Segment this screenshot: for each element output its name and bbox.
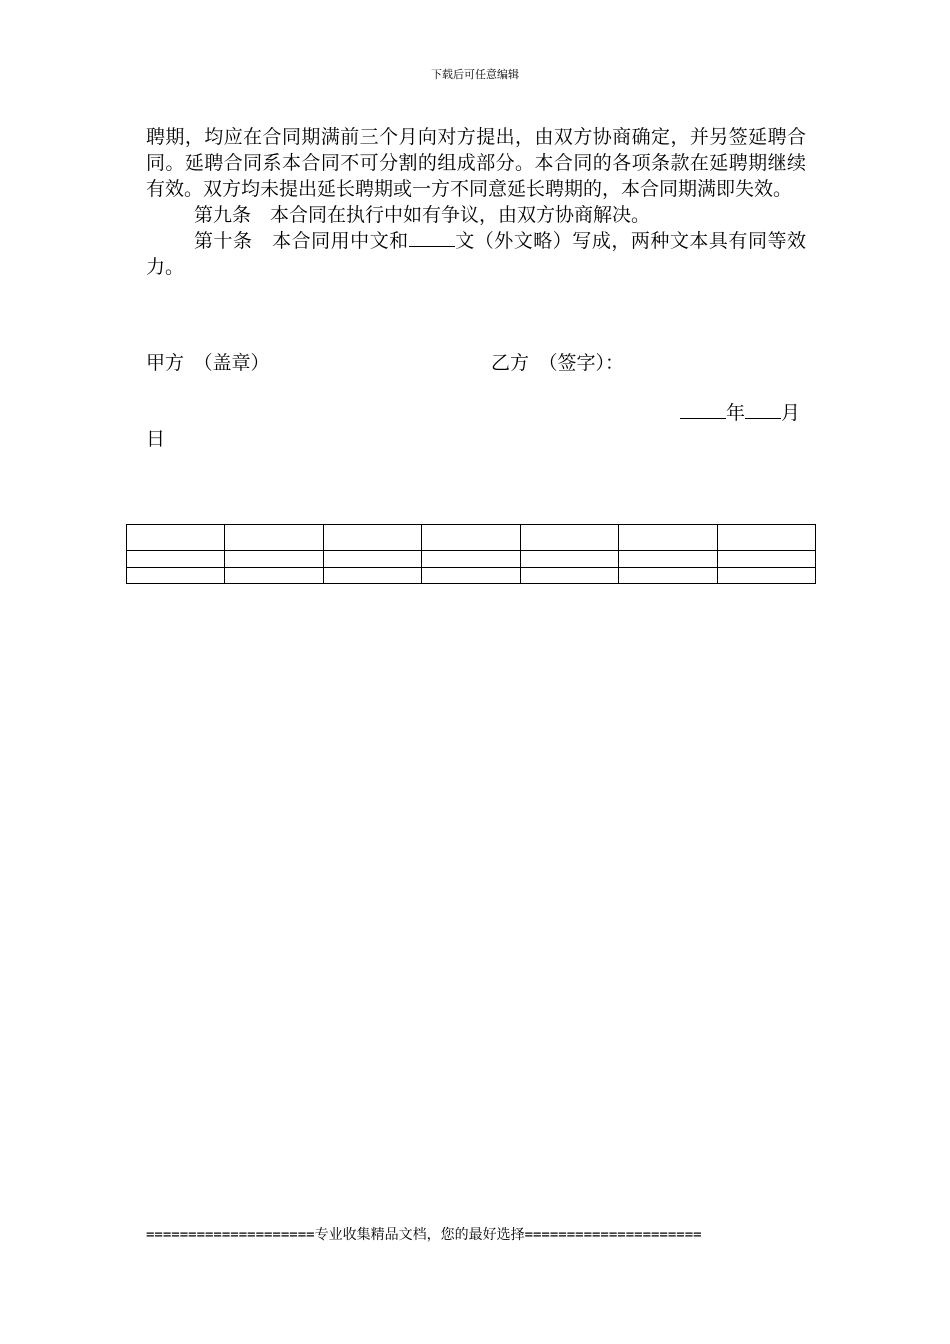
table-cell: [127, 551, 225, 568]
table-cell: [422, 525, 520, 551]
article-9: 第九条 本合同在执行中如有争议，由双方协商解决。: [194, 204, 651, 226]
page-footer: ====================专业收集精品文档，您的最好选择=====================: [146, 1227, 702, 1243]
contract-body: [146, 124, 806, 280]
table-cell: [520, 525, 618, 551]
table-cell: [619, 525, 717, 551]
day-label: 日: [146, 428, 166, 450]
table-cell: [225, 568, 323, 584]
year-label: 年: [726, 402, 746, 424]
table-row: [127, 551, 816, 568]
table-cell: [422, 551, 520, 568]
paragraph-extension-terms: 聘期，均应在合同期满前三个月向对方提出，由双方协商确定，并另签延聘合同。延聘合同系本合同不可分割的组成部分。本合同的各项条款在延聘期继续有效。双方均未提出延长聘期或一方不同意延长聘期的，本合同期满即失效。: [146, 126, 806, 200]
month-blank: [745, 400, 781, 419]
table-cell: [619, 551, 717, 568]
table-cell: [323, 551, 421, 568]
language-blank: [409, 228, 455, 247]
table-row: [127, 568, 816, 584]
table-cell: [619, 568, 717, 584]
date-line: [680, 400, 800, 426]
table-cell: [225, 551, 323, 568]
year-blank: [680, 400, 726, 419]
table-cell: [717, 551, 815, 568]
party-b-signature: 乙方 （签字）：: [491, 352, 625, 374]
month-label: 月: [781, 402, 801, 424]
page-header: 下载后可任意编辑: [431, 68, 519, 81]
party-a-signature: 甲方 （盖章）: [146, 352, 270, 374]
table-row: [127, 525, 816, 551]
table-cell: [323, 568, 421, 584]
table-cell: [717, 568, 815, 584]
article-10-text-end: 文（外文略）写成，两种文本具有同等效力。: [146, 230, 806, 278]
table-cell: [717, 525, 815, 551]
table-cell: [323, 525, 421, 551]
table-cell: [520, 568, 618, 584]
table-cell: [225, 525, 323, 551]
table-cell: [127, 525, 225, 551]
article-10: [146, 228, 806, 280]
table-cell: [520, 551, 618, 568]
article-10-text-start: 第十条 本合同用中文和: [194, 230, 409, 252]
empty-table: [126, 524, 816, 584]
table-cell: [127, 568, 225, 584]
table-cell: [422, 568, 520, 584]
